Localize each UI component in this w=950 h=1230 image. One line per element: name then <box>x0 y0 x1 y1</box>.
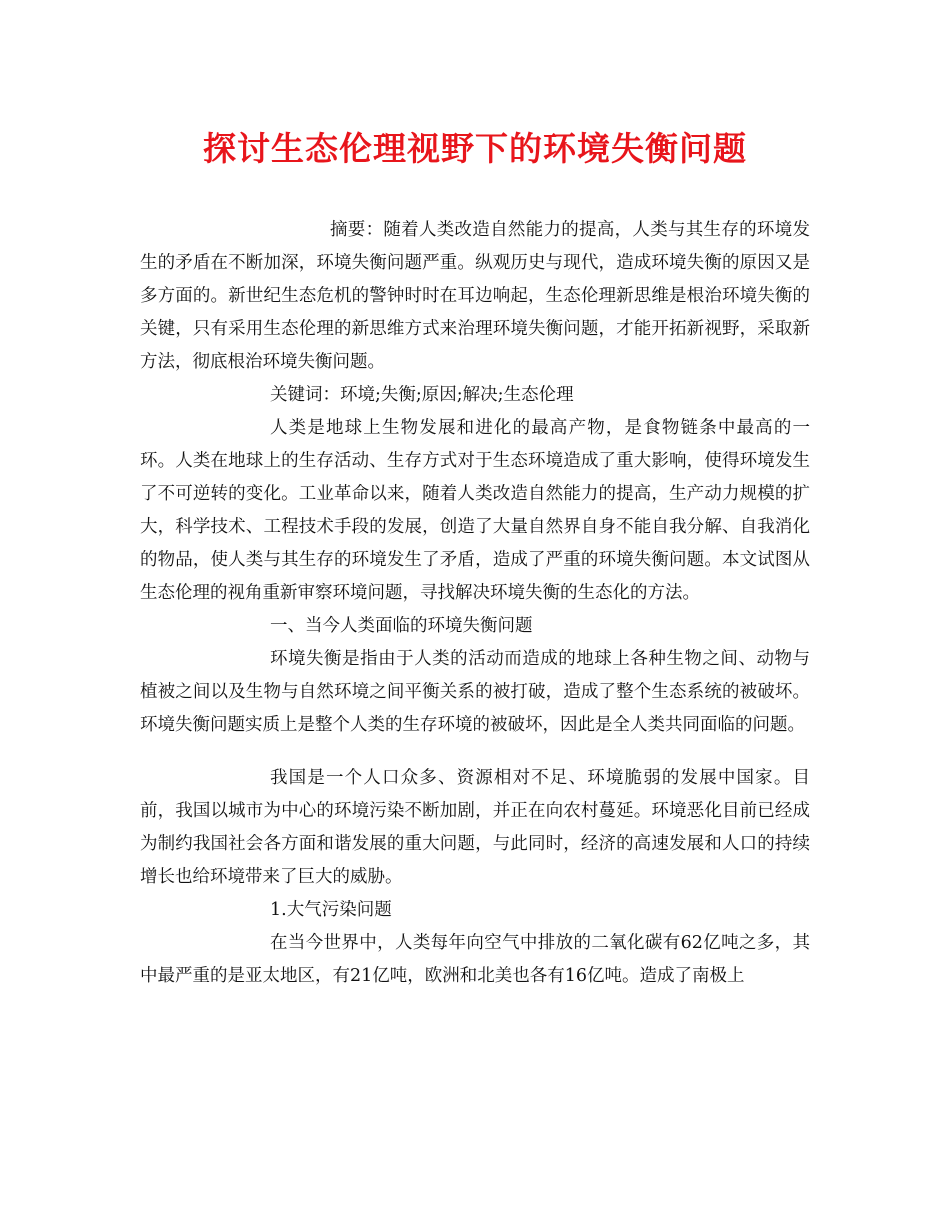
abstract-paragraph: 摘要：随着人类改造自然能力的提高，人类与其生存的环境发生的矛盾在不断加深，环境失衡问题严重。纵观历史与现代，造成环境失衡的原因又是多方面的。新世纪生态危机的警钟时时在耳边响起，生态伦理新思维是根治环境失衡的关键，只有采用生态伦理的新思维方式来治理环境失衡问题，才能开拓新视野，采取新方法，彻底根治环境失衡问题。 <box>140 220 810 372</box>
keywords-line: 关键词：环境;失衡;原因;解决;生态伦理 <box>270 385 574 405</box>
body-paragraph: 在当今世界中，人类每年向空气中排放的二氧化碳有62亿吨之多，其中最严重的是亚太地区，有21亿吨，欧洲和北美也各有16亿吨。造成了南极上 <box>140 933 810 986</box>
section-heading: 一、当今人类面临的环境失衡问题 <box>270 616 533 636</box>
body-paragraph: 环境失衡是指由于人类的活动而造成的地球上各种生物之间、动物与植被之间以及生物与自然环境之间平衡关系的被打破，造成了整个生态系统的被破坏。环境失衡问题实质上是整个人类的生存环境的被破坏，因此是全人类共同面临的问题。 <box>140 649 810 735</box>
document-title: 探讨生态伦理视野下的环境失衡问题 <box>203 129 747 168</box>
subsection-heading: 1.大气污染问题 <box>270 900 392 920</box>
intro-paragraph: 人类是地球上生物发展和进化的最高产物，是食物链条中最高的一环。人类在地球上的生存活动、生存方式对于生态环境造成了重大影响，使得环境发生了不可逆转的变化。工业革命以来，随着人类改造自然能力的提高，生产动力规模的扩大，科学技术、工程技术手段的发展，创造了大量自然界自身不能自我分解、自我消化的物品，使人类与其生存的环境发生了矛盾，造成了严重的环境失衡问题。本文试图从生态伦理的视角重新审察环境问题，寻找解决环境失衡的生态化的方法。 <box>140 418 810 603</box>
body-paragraph: 我国是一个人口众多、资源相对不足、环境脆弱的发展中国家。目前，我国以城市为中心的环境污染不断加剧，并正在向农村蔓延。环境恶化目前已经成为制约我国社会各方面和谐发展的重大问题，与此同时，经济的高速发展和人口的持续增长也给环境带来了巨大的威胁。 <box>140 768 810 887</box>
